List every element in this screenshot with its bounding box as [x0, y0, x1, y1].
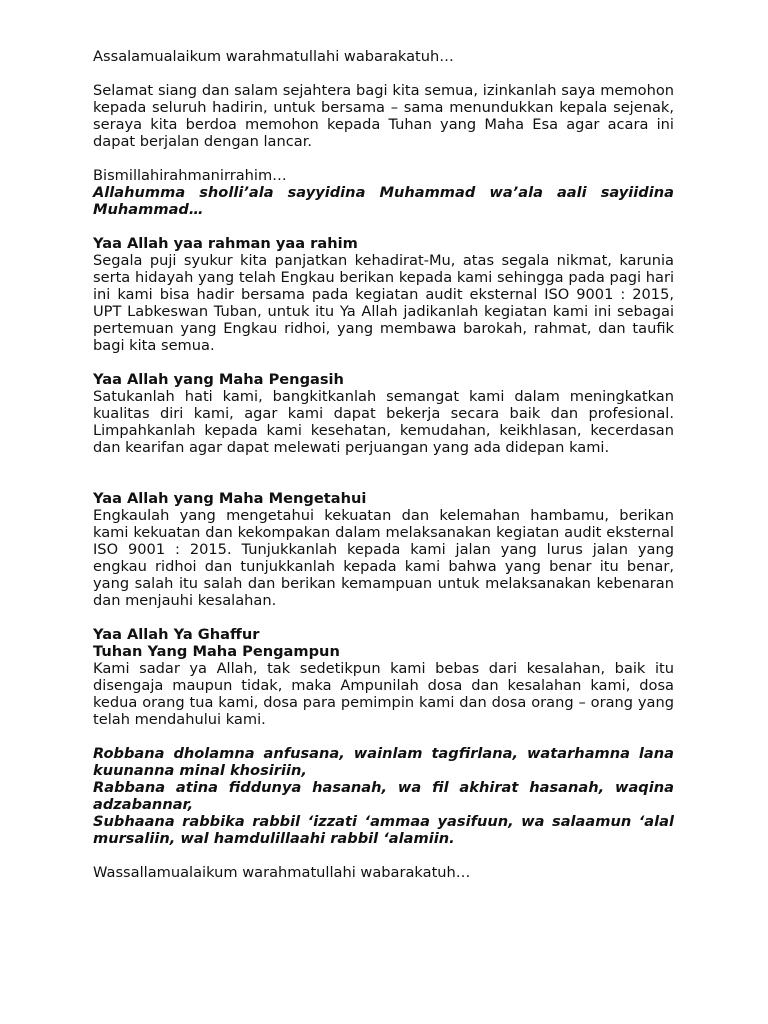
- closing-salam: Wassallamualaikum warahmatullahi wabarakatuh…: [93, 864, 471, 881]
- section-4-heading: Yaa Allah Ya Ghaffur: [93, 626, 260, 643]
- basmalah: Bismillahirahmanirrahim…: [93, 167, 287, 184]
- section-1-heading: Yaa Allah yaa rahman yaa rahim: [93, 235, 358, 252]
- closing-prayer-2: Rabbana atina fiddunya hasanah, wa fil akhirat hasanah, waqina adzabannar,: [93, 779, 674, 813]
- section-2-body: Satukanlah hati kami, bangkitkanlah semangat kami dalam meningkatkan kualitas diri kami, agar kami dapat bekerja secara baik dan profesional. Limpahkanlah kepada kami kesehatan, kemudahan, keikhlasan, kecerdasan dan kearifan agar dapat melewati perjuangan yang ada didepan kami.: [93, 388, 674, 456]
- closing-prayer-1: Robbana dholamna anfusana, wainlam tagfirlana, watarhamna lana kuunanna minal khosiriin,: [93, 745, 674, 779]
- section-3-heading: Yaa Allah yang Maha Mengetahui: [93, 490, 367, 507]
- opening-salam: Assalamualaikum warahmatullahi wabarakatuh…: [93, 48, 454, 65]
- section-4-body: Kami sadar ya Allah, tak sedetikpun kami bebas dari kesalahan, baik itu disengaja maupun tidak, maka Ampunilah dosa dan kesalahan kami, dosa kedua orang tua kami, dosa para pemimpin kami dan dosa orang – orang yang telah mendahului kami.: [93, 660, 674, 728]
- greeting-paragraph: Selamat siang dan salam sejahtera bagi kita semua, izinkanlah saya memohon kepada seluruh hadirin, untuk bersama – sama menundukkan kepala sejenak, seraya kita berdoa memohon kepada Tuhan yang Maha Esa agar acara ini dapat berjalan dengan lancar.: [93, 82, 674, 150]
- closing-prayer-3: Subhaana rabbika rabbil ‘izzati ‘ammaa yasifuun, wa salaamun ‘alal mursaliin, wal hamdulillaahi rabbil ‘alamiin.: [93, 813, 674, 847]
- shalawat: Allahumma sholli’ala sayyidina Muhammad wa’ala aali sayiidina Muhammad…: [93, 184, 674, 218]
- section-3-body: Engkaulah yang mengetahui kekuatan dan kelemahan hambamu, berikan kami kekuatan dan kekompakan dalam melaksanakan kegiatan audit eksternal ISO 9001 : 2015. Tunjukkanlah kepada kami jalan yang lurus jalan yang engkau ridhoi dan tunjukkanlah kepada kami bahwa yang benar itu benar, yang salah itu salah dan berikan kemampuan untuk melaksanakan kebenaran dan menjauhi kesalahan.: [93, 507, 674, 609]
- section-1-body: Segala puji syukur kita panjatkan kehadirat-Mu, atas segala nikmat, karunia serta hidayah yang telah Engkau berikan kepada kami sehingga pada pagi hari ini kami bisa hadir bersama pada kegiatan audit eksternal ISO 9001 : 2015, UPT Labkeswan Tuban, untuk itu Ya Allah jadikanlah kegiatan kami ini sebagai pertemuan yang Engkau ridhoi, yang membawa barokah, rahmat, dan taufik bagi kita semua.: [93, 252, 674, 354]
- section-4-subheading: Tuhan Yang Maha Pengampun: [93, 643, 340, 660]
- section-2-heading: Yaa Allah yang Maha Pengasih: [93, 371, 344, 388]
